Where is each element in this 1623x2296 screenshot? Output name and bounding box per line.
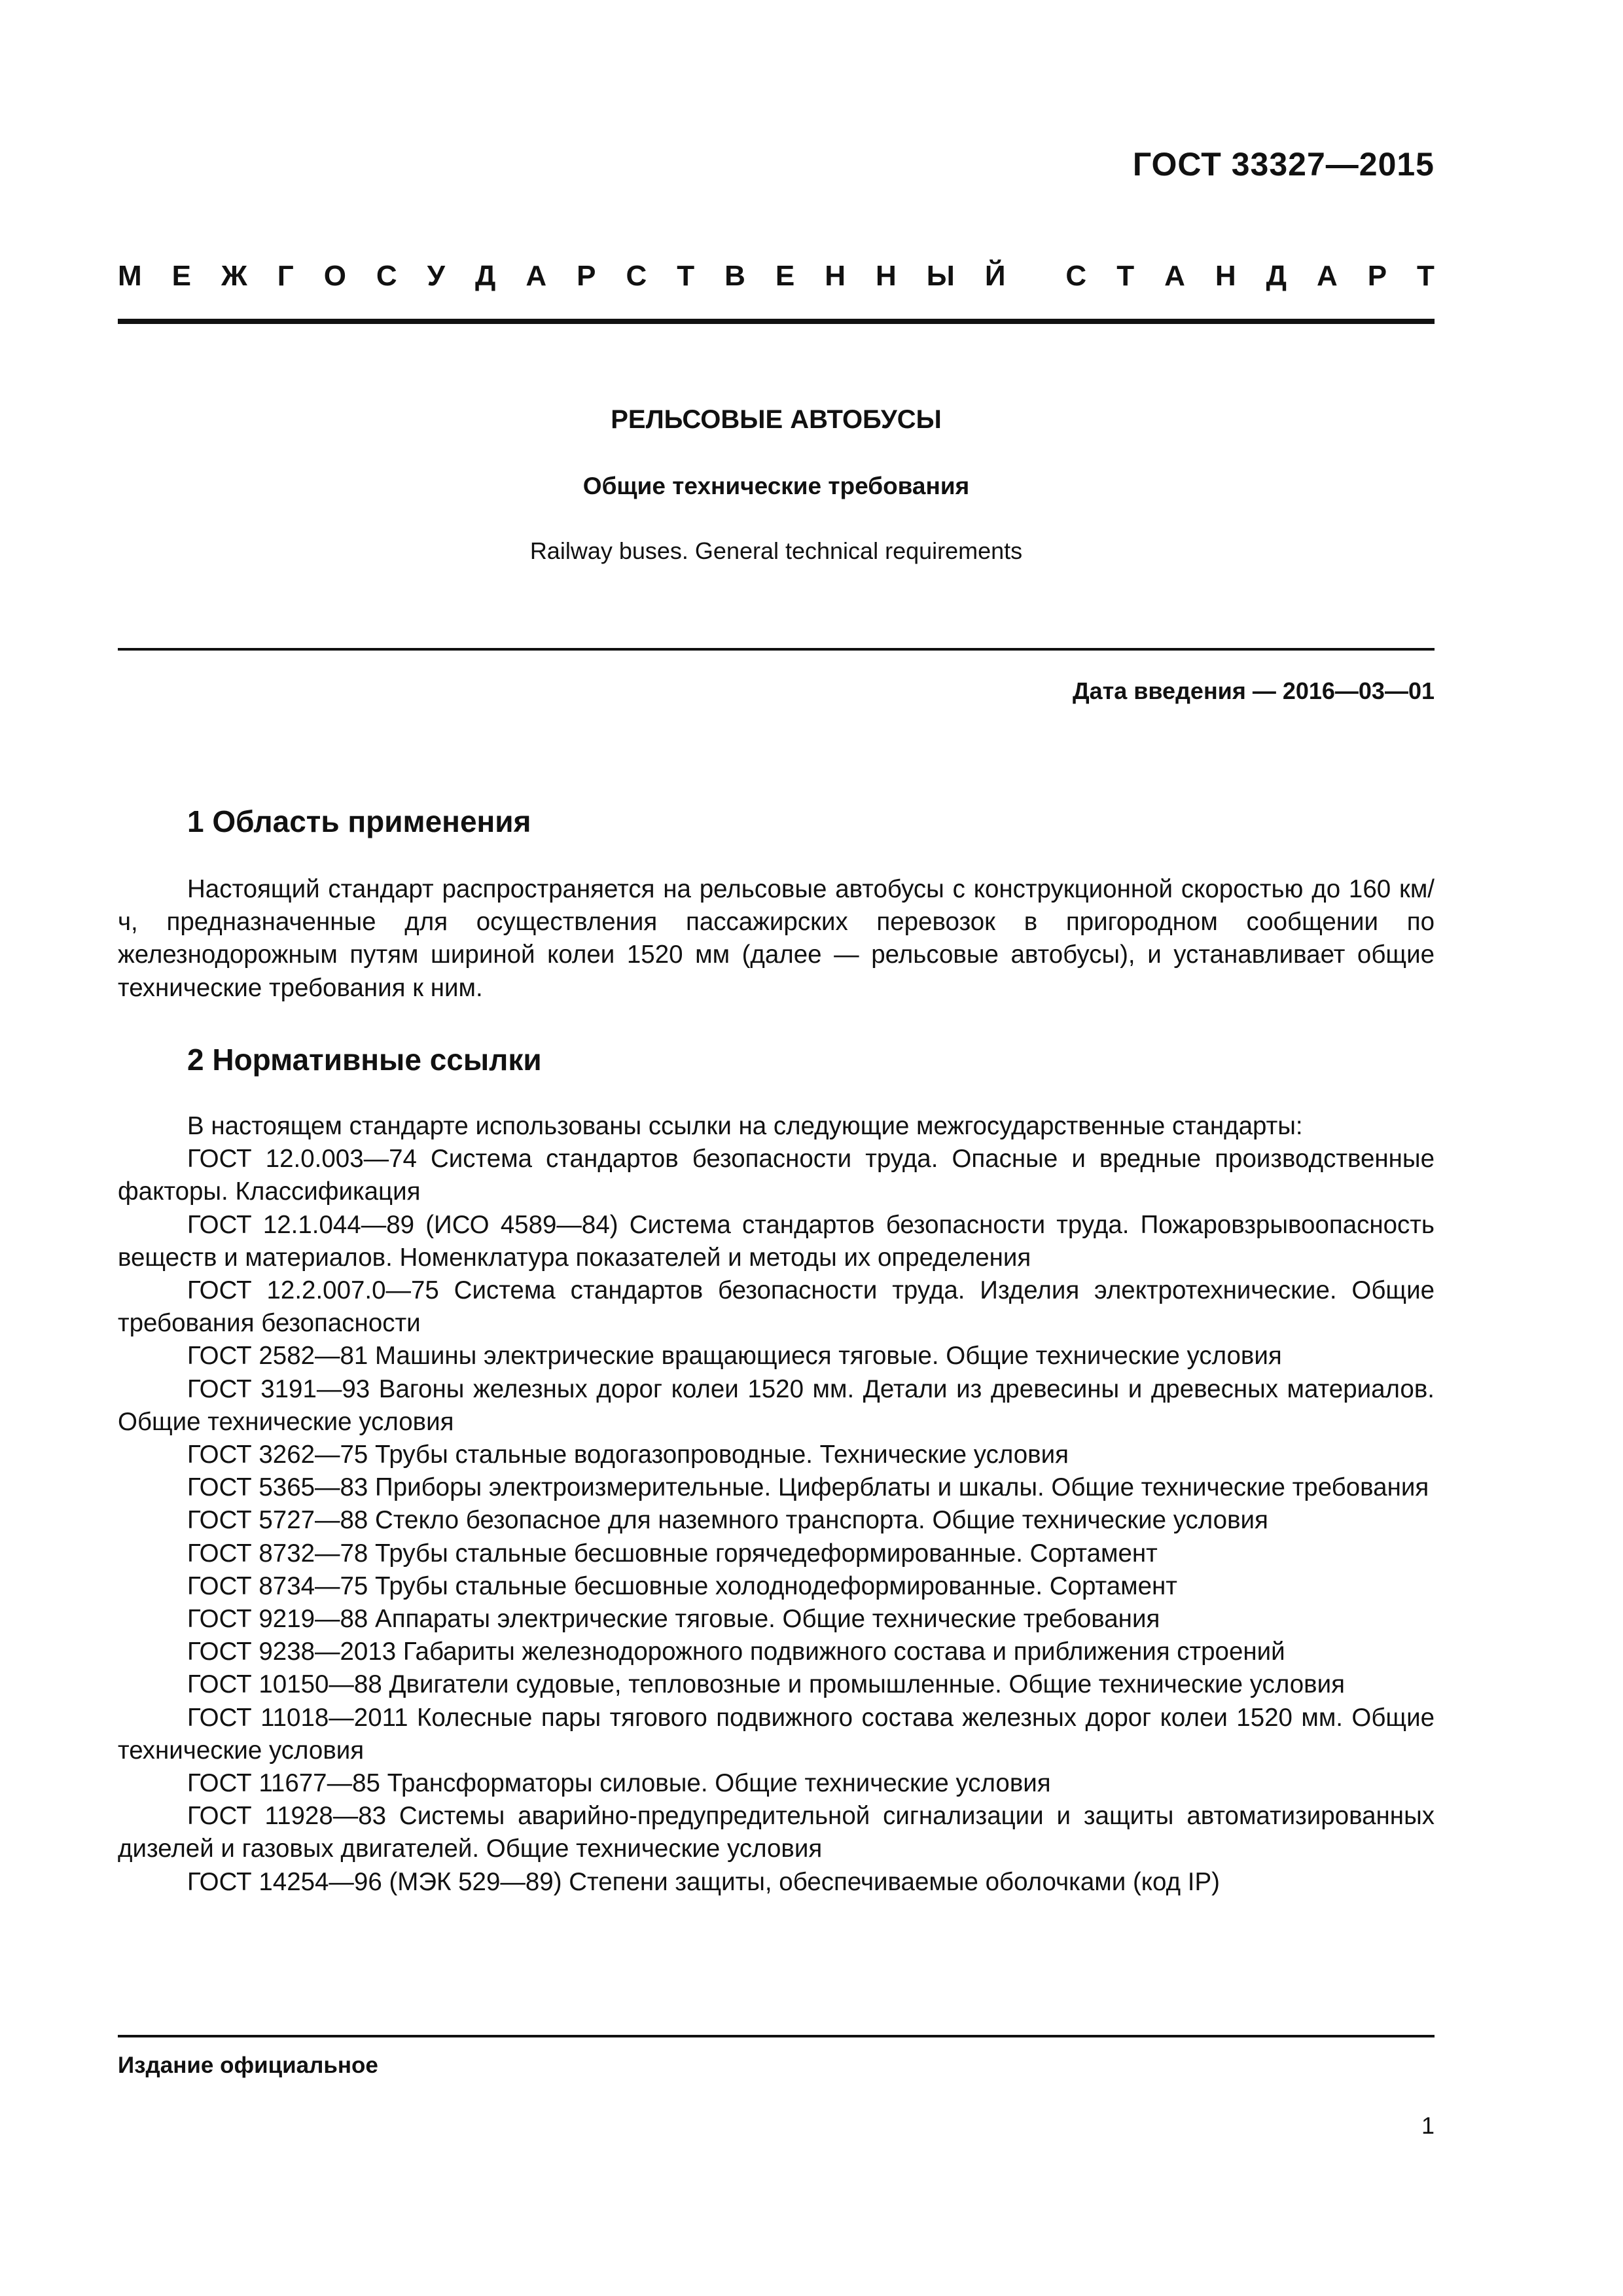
banner-letter: Н: [1215, 260, 1236, 292]
banner-letter: У: [427, 260, 446, 292]
banner-letter: Е: [171, 260, 191, 292]
reference-entry: ГОСТ 3191—93 Вагоны железных дорог колеи 1520 мм. Детали из древесины и древесных материалов. Общие технические условия: [118, 1374, 1435, 1436]
introduction-date: Дата введения — 2016—03—01: [1072, 677, 1435, 704]
banner-letter: Р: [1367, 260, 1387, 292]
reference-entry: ГОСТ 11928—83 Системы аварийно-предупредительной сигнализации и защиты автоматизированных дизелей и газовых двигателей. Общие технические условия: [118, 1802, 1435, 1863]
reference-entry: ГОСТ 11677—85 Трансформаторы силовые. Общие технические условия: [187, 1769, 1051, 1798]
banner-letter: Т: [677, 260, 695, 292]
banner-letter: М: [118, 260, 142, 292]
references-intro: В настоящем стандарте использованы ссылки на следующие межгосударственные стандарты:: [187, 1112, 1303, 1140]
reference-entry: ГОСТ 9238—2013 Габариты железнодорожного подвижного состава и приближения строений: [187, 1638, 1285, 1666]
standard-number: ГОСТ 33327—2015: [1132, 146, 1435, 183]
banner-letter: А: [1316, 260, 1338, 292]
reference-entry: ГОСТ 8734—75 Трубы стальные бесшовные холоднодеформированные. Сортамент: [187, 1571, 1177, 1600]
page-number: 1: [1421, 2112, 1435, 2139]
document-title-english: Railway buses. General technical requirements: [529, 537, 1023, 564]
section-heading-references: 2 Нормативные ссылки: [187, 1043, 542, 1077]
reference-entry: ГОСТ 12.1.044—89 (ИСО 4589—84) Система стандартов безопасности труда. Пожаровзрывоопасность веществ и материалов. Номенклатура показателей и методы их определения: [118, 1210, 1435, 1272]
banner-letter: С: [376, 260, 397, 292]
reference-entry: ГОСТ 2582—81 Машины электрические вращающиеся тяговые. Общие технические условия: [187, 1342, 1282, 1371]
scope-paragraph: Настоящий стандарт распространяется на рельсовые автобусы с конструкционной скоростью до 160 км/ч, предназначенные для осуществления пассажирских перевозок в пригородном сообщении по железнодорожным путям шириной колеи 1520 мм (далее — рельсовые автобусы), и устанавливает общие технические требования к ним.: [118, 875, 1435, 1002]
document-subtitle: Общие технические требования: [582, 473, 970, 499]
document-title: РЕЛЬСОВЫЕ АВТОБУСЫ: [611, 405, 942, 434]
banner-letter: С: [626, 260, 647, 292]
reference-entry: ГОСТ 12.0.003—74 Система стандартов безопасности труда. Опасные и вредные производственные факторы. Классификация: [118, 1145, 1435, 1206]
reference-entry: ГОСТ 9219—88 Аппараты электрические тяговые. Общие технические требования: [187, 1605, 1160, 1634]
banner-letter: Ж: [221, 260, 247, 292]
reference-entry: ГОСТ 5365—83 Приборы электроизмерительные. Циферблаты и шкалы. Общие технические требования: [187, 1473, 1429, 1502]
banner-letter: С: [1065, 260, 1087, 292]
banner-letter: Е: [775, 260, 795, 292]
header-divider-thick: [118, 319, 1435, 324]
banner-letter: Н: [876, 260, 897, 292]
scope-section-body: [118, 873, 1435, 1005]
banner-letter: О: [323, 260, 346, 292]
reference-entry: ГОСТ 11018—2011 Колесные пары тягового подвижного состава железных дорог колеи 1520 мм. Общие технические условия: [118, 1703, 1435, 1765]
standard-type-banner: [118, 257, 1435, 296]
banner-letter: А: [526, 260, 547, 292]
reference-entry: ГОСТ 8732—78 Трубы стальные бесшовные горячедеформированные. Сортамент: [187, 1539, 1158, 1568]
banner-letter: Й: [984, 260, 1006, 292]
banner-letter: А: [1164, 260, 1185, 292]
banner-letter: Т: [1116, 260, 1135, 292]
banner-letter: В: [724, 260, 745, 292]
banner-letter: Т: [1417, 260, 1435, 292]
official-edition-label: Издание официальное: [118, 2053, 378, 2078]
reference-entry: ГОСТ 12.2.007.0—75 Система стандартов безопасности труда. Изделия электротехнические. Общие требования безопасности: [118, 1276, 1435, 1338]
footer-divider: [118, 2035, 1435, 2037]
banner-letter: Н: [825, 260, 846, 292]
banner-letter: Ы: [926, 260, 955, 292]
references-list: [118, 1110, 1435, 1899]
reference-entry: ГОСТ 5727—88 Стекло безопасное для наземного транспорта. Общие технические условия: [187, 1506, 1268, 1535]
reference-entry: ГОСТ 3262—75 Трубы стальные водогазопроводные. Технические условия: [187, 1441, 1069, 1469]
section-heading-scope: 1 Область применения: [187, 804, 531, 838]
title-divider: [118, 648, 1435, 651]
banner-letter: Р: [577, 260, 596, 292]
banner-letter: Д: [475, 260, 496, 292]
reference-entry: ГОСТ 14254—96 (МЭК 529—89) Степени защиты, обеспечиваемые оболочками (код IP): [187, 1867, 1220, 1896]
banner-letter: Д: [1266, 260, 1287, 292]
reference-entry: ГОСТ 10150—88 Двигатели судовые, тепловозные и промышленные. Общие технические условия: [187, 1670, 1345, 1699]
banner-letter: Г: [277, 260, 294, 292]
